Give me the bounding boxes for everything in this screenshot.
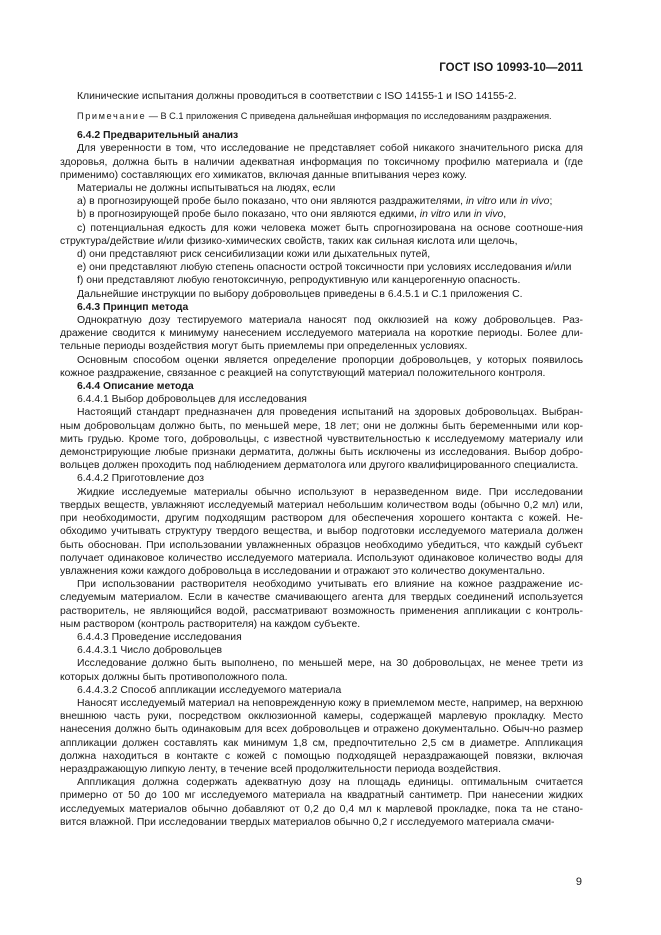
subsection-heading: 6.4.4.3.2 Способ аппликации исследуемого материала [77, 684, 342, 696]
paragraph: Для уверенности в том, что исследование не представляет собой никакого значительного риска для здоровья, должна быть в наличии адекватная информация по токсичному профилю материала и (где применимо) составляющих его химикатов, включая данные впитывания через кожу. [60, 143, 583, 181]
section-heading: 6.4.3 Принцип метода [77, 301, 189, 313]
list-item: с) потенциальная едкость для кожи человека может быть спрогнозирована на основе соотноше-ния структура/действие и/или физико-химических свойств, таких как сильная кислота или щелочь, [60, 222, 583, 247]
standard-code-header: ГОСТ ISO 10993-10—2011 [439, 62, 583, 74]
list-item: b) в прогнозирующей пробе было показано, что они являются едкими, in vitro или in vivo, [77, 209, 507, 221]
paragraph: При использовании растворителя необходимо учитывать его влияние на кожное раздражение ис-следуемым материалом. Если в качестве смачивающего агента для твердых соединений используется растворитель, не являющийся водой, рассматривают возможность применения аппликации с контроль-ным раствором (контроль растворителя) на каждом субъекте. [60, 579, 583, 630]
section-heading: 6.4.4 Описание метода [77, 381, 194, 393]
paragraph: Клинические испытания должны проводиться в соответствии с ISO 14155-1 и ISO 14155-2. [77, 91, 517, 102]
list-item: е) они представляют любую степень опасности острой токсичности при условиях исследования и/или [77, 262, 572, 274]
paragraph: Дальнейшие инструкции по выбору добровольцев приведены в 6.4.5.1 и С.1 приложения С. [77, 288, 523, 300]
document-body [60, 90, 583, 829]
note-text: — В С.1 приложения С приведена дальнейшая информация по исследованиям раздражения. [148, 111, 552, 122]
page-number: 9 [575, 876, 582, 888]
paragraph: Настоящий стандарт предназначен для проведения испытаний на здоровых добровольцах. Выбран-ным добровольцам должно быть, по меньшей мере, 18 лет; они не должны быть беременными или кор-мить грудью. Кроме того, добровольцы, с известной чувствительностью к исследуемому материалу или демонстрирующие любые признаки дерматита, должны быть исключены из исследования. Выбор добро-вольцев должен проходить под наблюдением дерматолога или другого квалифицированного специалиста. [60, 407, 583, 472]
paragraph: Наносят исследуемый материал на неповрежденную кожу в приемлемом месте, например, на верхнюю внешнюю часть руки, посредством окклюзионной камеры, содержащей марлевую прокладку. Место нанесения должно быть одинаковым для всех добровольцев и отражено документально. Обыч-но размер аппликации должен составлять как минимум 1,8 см, предпочтительно 2,5 см в диаметре. Аппликация должна находиться в контакте с кожей с помощью подходящей нераздражающей повязки, включая нераздражающую липкую ленту, в течение всей продолжительности периода воздействия. [60, 697, 583, 775]
paragraph: Аппликация должна содержать адекватную дозу на площадь единицы. оптимальным считается примерно от 50 до 100 мг исследуемого материала на квадратный сантиметр. При нанесении жидких исследуемых материалов обычно добавляют от 0,2 до 0,4 мл к марлевой прокладке, пока та не стано-вится влажной. При исследовании твердых материалов обычно 0,2 г исследуемого материала смачи- [60, 777, 583, 828]
paragraph: Основным способом оценки является определение пропорции добровольцев, у которых появилось кожное раздражение, связанное с реакцией на сопутствующий материал положительного контроля. [60, 354, 583, 379]
note [60, 110, 583, 122]
paragraph: Однократную дозу тестируемого материала наносят под окклюзией на кожу добровольцев. Раз-дражение сводится к минимуму нанесением исследуемого материала на короткие периоды. Более дли-тельные периоды воздействия могут быть приемлемы при определенных условиях. [60, 315, 583, 353]
note-label: Примечание [77, 111, 147, 122]
subsection-heading: 6.4.4.1 Выбор добровольцев для исследования [77, 394, 307, 406]
subsection-heading: 6.4.4.3 Проведение исследования [77, 631, 242, 643]
paragraph: Материалы не должны испытываться на людях, если [77, 183, 336, 195]
paragraph: Жидкие исследуемые материалы обычно используют в неразведенном виде. При исследовании твердых веществ, увлажняют исследуемый материал небольшим количеством воды (обычно 0,2 мл) или, при необходимости, другим подходящим раствором для обеспечения хорошего контакта с кожей. Не-обходимо учитывать структуру твердого вещества, и выбор подготовки исследуемого материала должен быть обоснован. При использовании увлажненных образцов необходимо убедиться, что каждый субъект получает одинаковое количество исследуемого материала. Используют одинаковое количество воды для увлажнения кожи каждого добровольца в исследовании и отражают это количество документально. [60, 486, 583, 577]
subsection-heading: 6.4.4.2 Приготовление доз [77, 473, 205, 485]
list-item: f) они представляют любую генотоксичную, репродуктивную или канцерогенную опасность. [77, 275, 521, 287]
paragraph: Исследование должно быть выполнено, по меньшей мере, на 30 добровольцах, не менее трети из которых должны быть противоположного пола. [60, 658, 583, 683]
list-item: d) они представляют риск сенсибилизации кожи или дыхательных путей, [77, 249, 431, 261]
list-item: а) в прогнозирующей пробе было показано, что они являются раздражителями, in vitro или in vivo; [77, 196, 553, 208]
subsection-heading: 6.4.4.3.1 Число добровольцев [77, 645, 223, 657]
section-heading: 6.4.2 Предварительный анализ [77, 130, 239, 142]
